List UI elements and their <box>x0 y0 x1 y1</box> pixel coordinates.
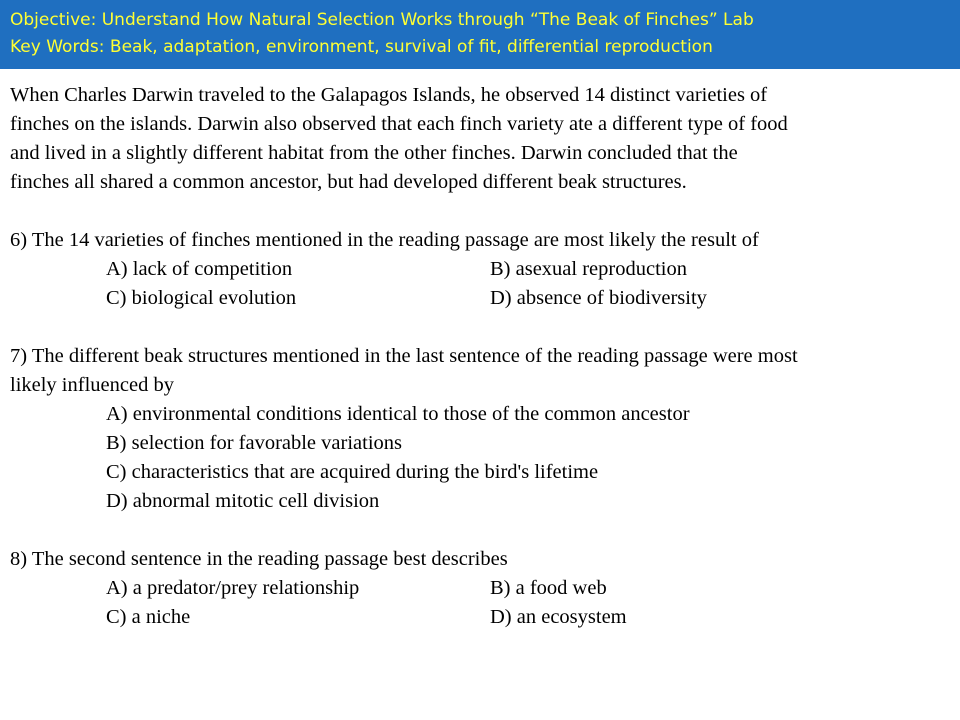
passage-line: and lived in a slightly different habitat from the other finches. Darwin concluded that the <box>10 142 738 164</box>
question-7-stem-line-1: 7) The different beak structures mentioned in the last sentence of the reading passage were most <box>10 345 798 367</box>
question-7-option-a: A) environmental conditions identical to those of the common ancestor <box>106 403 690 425</box>
question-6-options-row-2 <box>10 284 950 313</box>
keywords-line: Key Words: Beak, adaptation, environment, survival of fit, differential reproduction <box>10 37 713 57</box>
question-6-option-a: A) lack of competition <box>106 258 293 280</box>
question-8-options-row-1 <box>10 574 950 603</box>
question-7-stem-line-2: likely influenced by <box>10 374 174 396</box>
question-8-option-b: B) a food web <box>490 577 607 599</box>
reading-passage <box>10 81 950 197</box>
slide-header <box>0 0 960 69</box>
question-8-option-d: D) an ecosystem <box>490 606 627 628</box>
question-8-options-row-2 <box>10 603 950 632</box>
question-6 <box>10 226 950 313</box>
question-8-option-c: C) a niche <box>106 606 191 628</box>
question-6-option-b: B) asexual reproduction <box>490 258 687 280</box>
question-8-option-a: A) a predator/prey relationship <box>106 577 360 599</box>
passage-line: finches on the islands. Darwin also observed that each finch variety ate a different type of food <box>10 113 788 135</box>
question-6-option-d: D) absence of biodiversity <box>490 287 707 309</box>
question-8-stem: 8) The second sentence in the reading passage best describes <box>10 548 508 570</box>
objective-line: Objective: Understand How Natural Selection Works through “The Beak of Finches” Lab <box>10 10 754 30</box>
spacer <box>10 313 950 342</box>
spacer <box>10 516 950 545</box>
question-8 <box>10 545 950 632</box>
question-7 <box>10 342 950 516</box>
question-6-option-c: C) biological evolution <box>106 287 297 309</box>
question-7-option-b: B) selection for favorable variations <box>106 432 402 454</box>
question-7-option-d: D) abnormal mitotic cell division <box>106 490 380 512</box>
spacer <box>10 197 950 226</box>
question-6-options-row-1 <box>10 255 950 284</box>
question-7-option-c: C) characteristics that are acquired during the bird's lifetime <box>106 461 599 483</box>
passage-line: finches all shared a common ancestor, but had developed different beak structures. <box>10 171 687 193</box>
slide-content <box>10 81 950 632</box>
passage-line: When Charles Darwin traveled to the Galapagos Islands, he observed 14 distinct varieties of <box>10 84 768 106</box>
question-6-stem: 6) The 14 varieties of finches mentioned in the reading passage are most likely the result of <box>10 229 759 251</box>
